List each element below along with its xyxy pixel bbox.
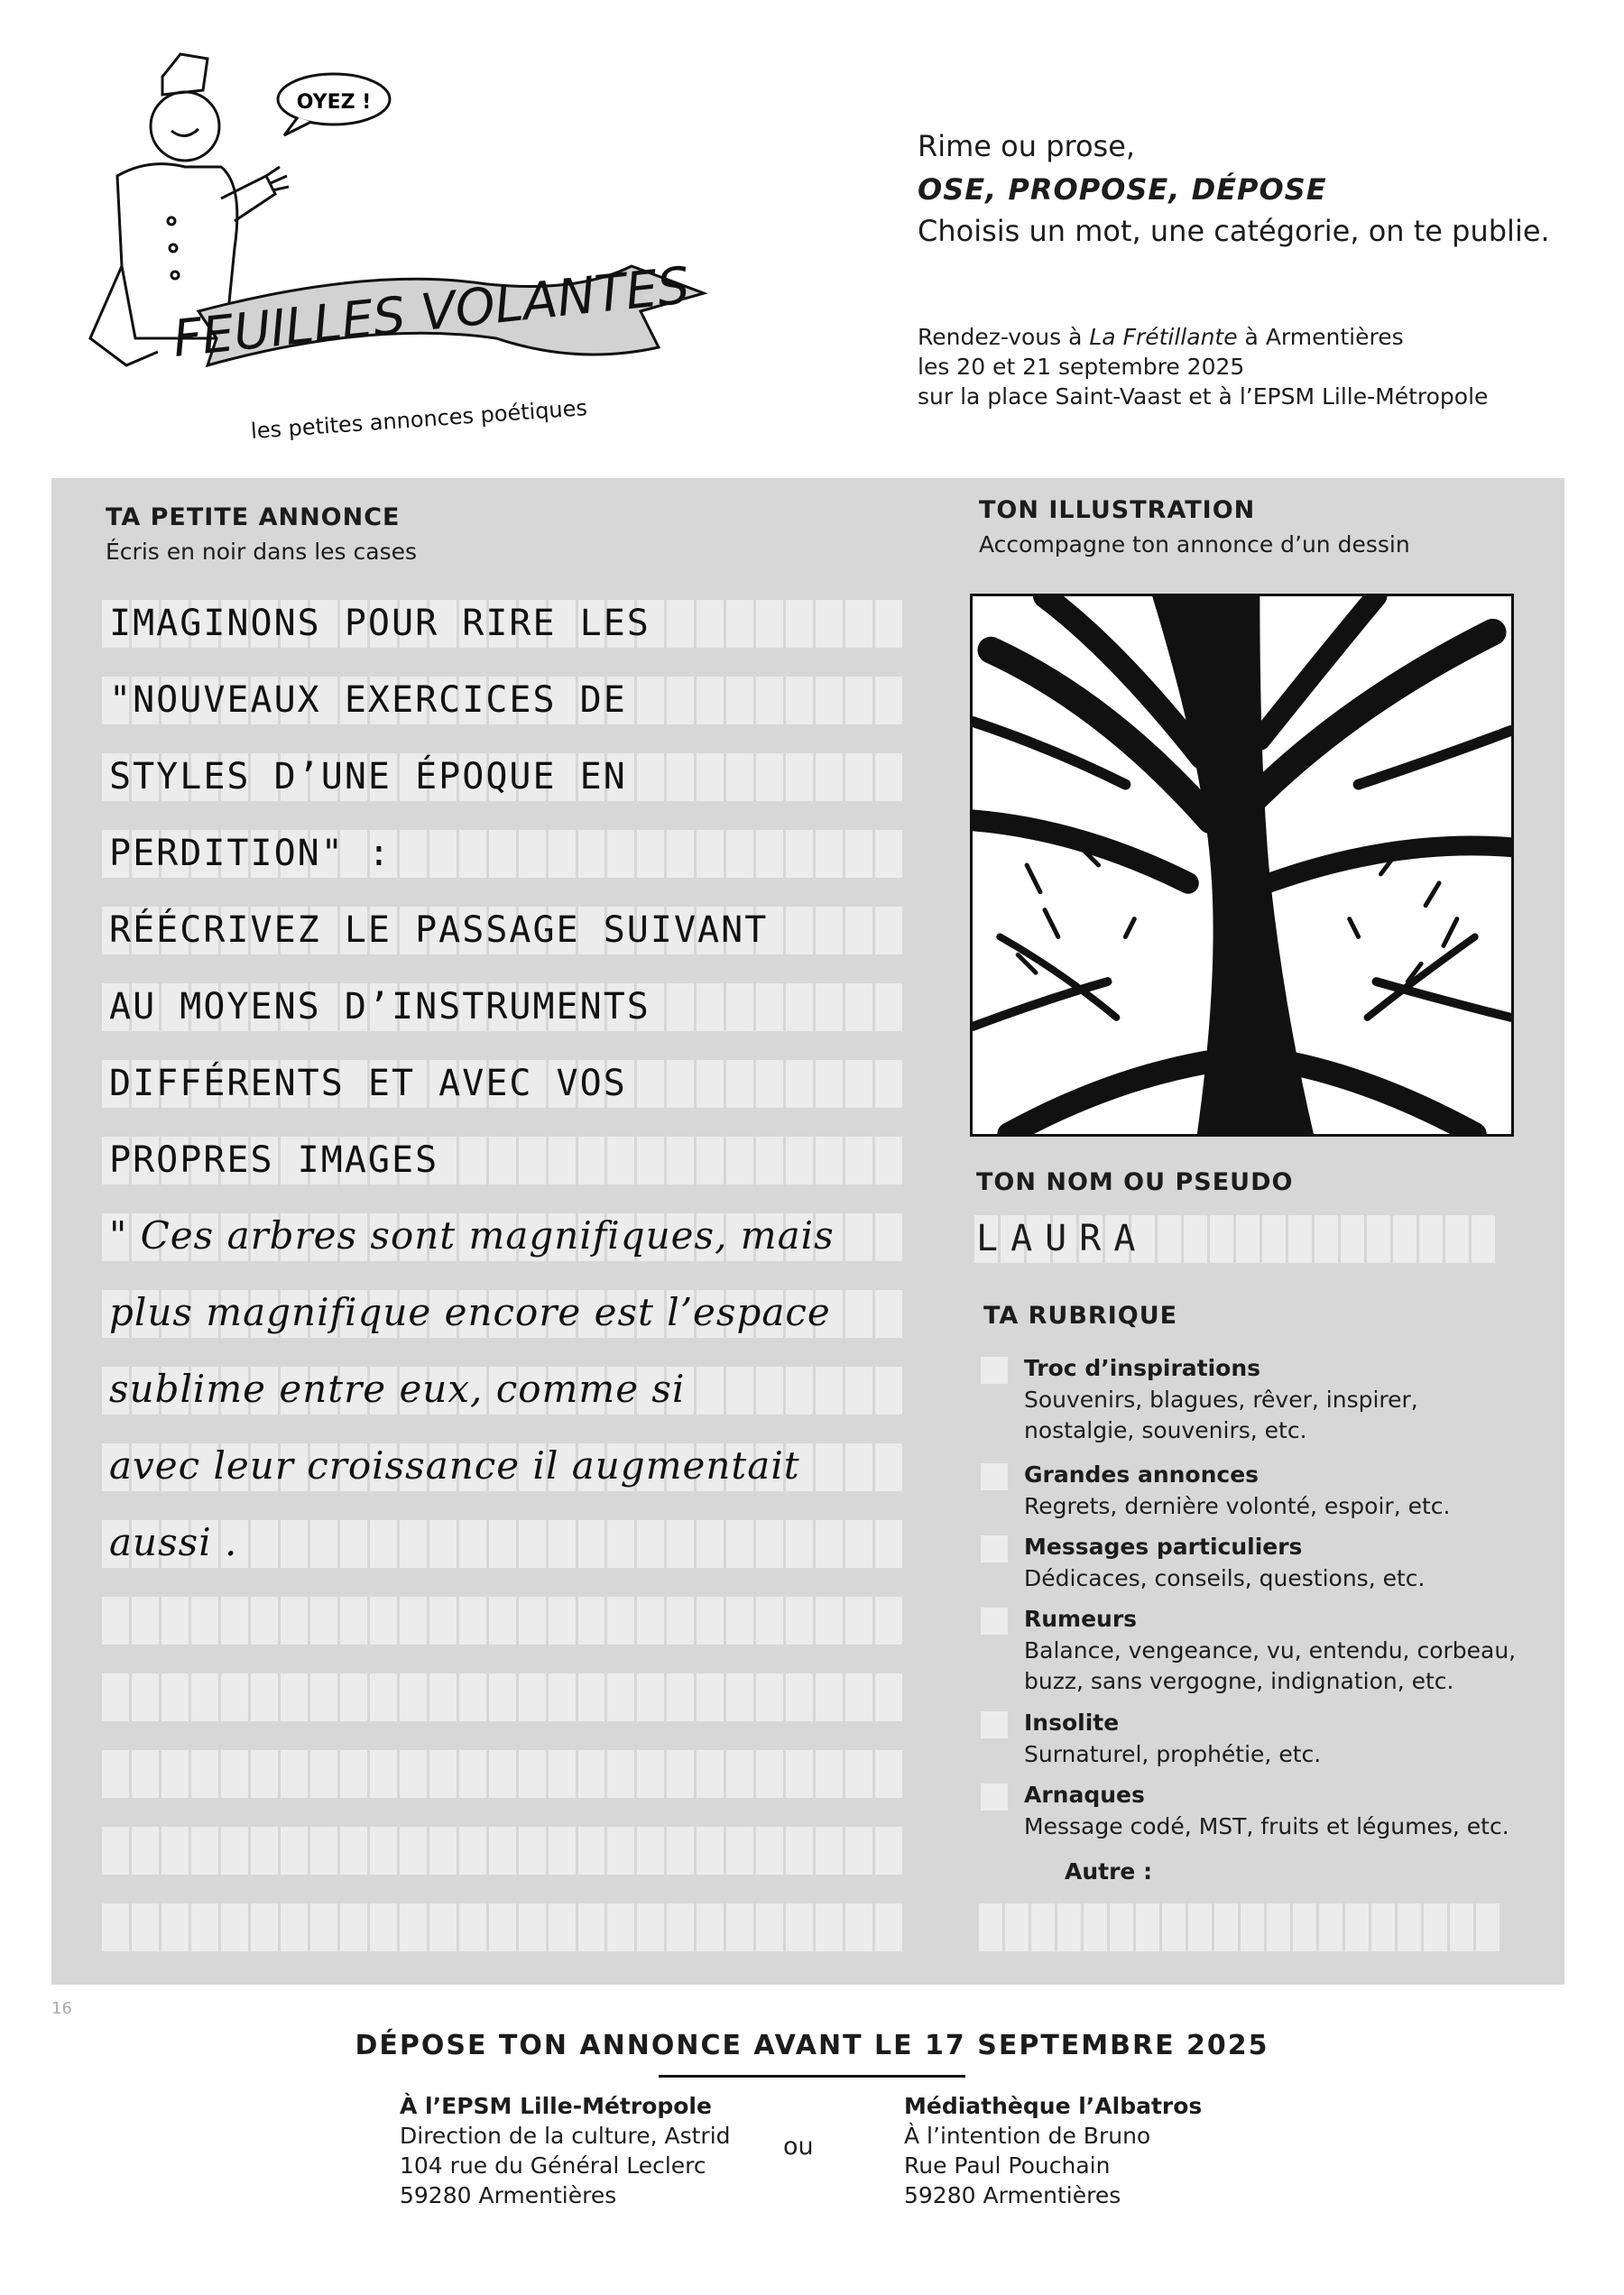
illustration-header xyxy=(979,496,1410,558)
address-line: 59280 Armentières xyxy=(904,2182,1121,2208)
rubrique-title: TA RUBRIQUE xyxy=(983,1302,1178,1330)
annonce-line[interactable] xyxy=(102,907,905,954)
rubrique-desc: Balance, vengeance, vu, entendu, corbeau, buzz, sans vergogne, indignation, etc. xyxy=(1024,1637,1517,1694)
annonce-line-text: RÉÉCRIVEZ LE PASSAGE SUIVANT xyxy=(109,909,769,951)
rubrique-name: Rumeurs xyxy=(1024,1606,1138,1632)
rdv-suffix: à Armentières xyxy=(1237,324,1404,350)
illustration-subtitle: Accompagne ton annonce d’un dessin xyxy=(979,531,1410,558)
annonce-title: TA PETITE ANNONCE xyxy=(106,503,401,531)
rdv-dates: les 20 et 21 septembre 2025 xyxy=(918,354,1245,380)
annonce-line[interactable] xyxy=(102,1597,905,1645)
annonce-line[interactable] xyxy=(102,983,905,1031)
rubrique-checkbox[interactable] xyxy=(981,1357,1008,1384)
rubrique-option[interactable] xyxy=(981,1710,1540,1770)
rubrique-desc: Surnaturel, prophétie, etc. xyxy=(1024,1741,1322,1767)
annonce-line-text: avec leur croissance il augmentait xyxy=(109,1443,800,1488)
deadline-underline xyxy=(659,2075,965,2078)
speech-bubble-text: OYEZ ! xyxy=(296,91,372,114)
annonce-line[interactable] xyxy=(102,677,905,724)
address-line: 104 rue du Général Leclerc xyxy=(400,2152,706,2179)
rendezvous-info xyxy=(918,322,1603,411)
intro-line-2: OSE, PROPOSE, DÉPOSE xyxy=(918,172,1327,207)
annonce-line[interactable] xyxy=(102,1367,905,1415)
annonce-line[interactable] xyxy=(102,1520,905,1568)
rdv-location: sur la place Saint-Vaast et à l’EPSM Lille-Métropole xyxy=(918,383,1489,410)
intro-line-3: Choisis un mot, une catégorie, on te publie. xyxy=(918,214,1550,248)
rubrique-checkbox[interactable] xyxy=(981,1711,1008,1738)
rubrique-desc: Dédicaces, conseils, questions, etc. xyxy=(1024,1565,1426,1591)
annonce-text-grid xyxy=(102,600,905,1980)
address-epsm xyxy=(400,2091,731,2210)
rubrique-name: Messages particuliers xyxy=(1024,1534,1303,1560)
logo-subtitle: les petites annonces poétiques xyxy=(250,395,588,445)
or-separator: ou xyxy=(783,2133,814,2161)
illustration-title: TON ILLUSTRATION xyxy=(979,496,1256,524)
annonce-line[interactable] xyxy=(102,753,905,801)
annonce-line[interactable] xyxy=(102,1213,905,1261)
annonce-line-text: IMAGINONS POUR RIRE LES xyxy=(109,603,651,644)
logo-title: FEUILLES VOLANTES xyxy=(170,256,693,369)
annonce-line-text: "NOUVEAUX EXERCICES DE xyxy=(109,679,627,721)
annonce-line-text: AU MOYENS D’INSTRUMENTS xyxy=(109,986,651,1028)
page-number: 16 xyxy=(51,1999,72,2018)
name-title: TON NOM OU PSEUDO xyxy=(976,1168,1294,1196)
address-line: Direction de la culture, Astrid xyxy=(400,2123,731,2149)
annonce-line[interactable] xyxy=(102,1673,905,1721)
intro-line-1: Rime ou prose, xyxy=(918,129,1136,163)
annonce-line-text: DIFFÉRENTS ET AVEC VOS xyxy=(109,1063,627,1104)
annonce-line-text: sublime entre eux, comme si xyxy=(109,1367,686,1411)
rubrique-name: Troc d’inspirations xyxy=(1024,1355,1261,1381)
annonce-line[interactable] xyxy=(102,1137,905,1184)
annonce-line-text: STYLES D’UNE ÉPOQUE EN xyxy=(109,756,627,797)
rubrique-option[interactable] xyxy=(981,1782,1540,1842)
rubrique-desc: Souvenirs, blagues, rêver, inspirer, nostalgie, souvenirs, etc. xyxy=(1024,1387,1418,1443)
annonce-subtitle: Écris en noir dans les cases xyxy=(106,539,418,565)
annonce-line-text: " Ces arbres sont magnifiques, mais xyxy=(109,1213,835,1258)
address-line: 59280 Armentières xyxy=(400,2182,617,2208)
annonce-line[interactable] xyxy=(102,1750,905,1798)
autre-field[interactable] xyxy=(979,1903,1502,1951)
annonce-header xyxy=(106,503,417,565)
annonce-line[interactable] xyxy=(102,1060,905,1108)
autre-label: Autre : xyxy=(1065,1858,1153,1885)
rdv-prefix: Rendez-vous à xyxy=(918,324,1090,350)
annonce-line[interactable] xyxy=(102,1443,905,1491)
rubrique-option[interactable] xyxy=(981,1355,1540,1446)
annonce-line[interactable] xyxy=(102,1827,905,1875)
rubrique-checkbox[interactable] xyxy=(981,1535,1008,1562)
feuilles-volantes-logo xyxy=(72,41,812,465)
address-title: À l’EPSM Lille-Métropole xyxy=(400,2093,712,2119)
annonce-line[interactable] xyxy=(102,1903,905,1951)
rubrique-name: Insolite xyxy=(1024,1710,1120,1736)
annonce-line-text: PERDITION" : xyxy=(109,833,392,874)
rubrique-option[interactable] xyxy=(981,1461,1540,1522)
deadline-heading: DÉPOSE TON ANNONCE AVANT LE 17 SEPTEMBRE 2025 xyxy=(355,2030,1269,2061)
tree-linocut-illustration xyxy=(970,594,1514,1137)
name-value: LAURA xyxy=(976,1218,1149,1259)
rubrique-desc: Regrets, dernière volonté, espoir, etc. xyxy=(1024,1493,1451,1519)
address-line: À l’intention de Bruno xyxy=(904,2123,1151,2149)
annonce-line-text: plus magnifique encore est l’espace xyxy=(109,1290,831,1334)
address-line: Rue Paul Pouchain xyxy=(904,2152,1111,2179)
rubrique-name: Grandes annonces xyxy=(1024,1461,1260,1488)
annonce-line-text: aussi . xyxy=(109,1520,238,1564)
annonce-line[interactable] xyxy=(102,830,905,878)
rubrique-desc: Message codé, MST, fruits et légumes, etc. xyxy=(1024,1813,1509,1839)
rubrique-name: Arnaques xyxy=(1024,1782,1145,1808)
rubrique-checkbox[interactable] xyxy=(981,1783,1008,1811)
annonce-line[interactable] xyxy=(102,600,905,648)
address-mediatheque xyxy=(904,2091,1202,2210)
rubrique-option[interactable] xyxy=(981,1606,1540,1697)
intro-text xyxy=(918,129,1603,248)
rubrique-checkbox[interactable] xyxy=(981,1463,1008,1490)
annonce-line[interactable] xyxy=(102,1290,905,1338)
annonce-line-text: PROPRES IMAGES xyxy=(109,1139,439,1181)
rdv-place: La Frétillante xyxy=(1089,324,1238,350)
rubrique-checkbox[interactable] xyxy=(981,1608,1008,1635)
address-title: Médiathèque l’Albatros xyxy=(904,2093,1203,2119)
rubrique-option[interactable] xyxy=(981,1534,1540,1594)
